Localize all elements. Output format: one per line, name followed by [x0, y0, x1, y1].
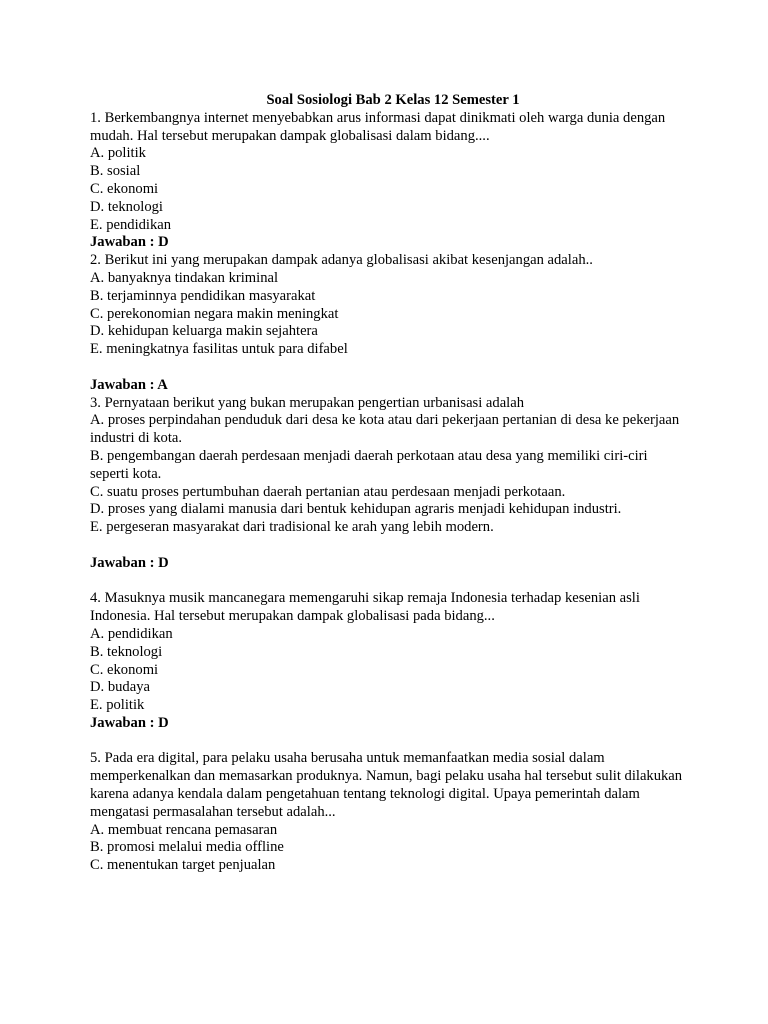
spacer	[90, 359, 690, 377]
answer-key: Jawaban : D	[90, 554, 169, 571]
question-text: 5. Pada era digital, para pelaku usaha berusaha untuk memanfaatkan media sosial dalam memperkenalkan dan memasarkan produknya. Namun, bagi pelaku usaha hal tersebut sulit dilakukan karena adanya kendala dalam pengetahuan tentang teknologi digital. Upaya pemerintah dalam mengatasi permasalahan tersebut adalah...	[90, 750, 683, 820]
option-e: E. meningkatnya fasilitas untuk para difabel	[90, 341, 348, 358]
option-a: A. politik	[90, 145, 146, 162]
option-e: E. pergeseran masyarakat dari tradisional ke arah yang lebih modern.	[90, 519, 494, 536]
spacer	[90, 733, 690, 751]
option-c: C. suatu proses pertumbuhan daerah pertanian atau perdesaan menjadi perkotaan.	[90, 483, 566, 500]
option-a: A. proses perpindahan penduduk dari desa ke kota atau dari pekerjaan pertanian di desa ke pekerjaan industri di kota.	[90, 412, 680, 447]
option-a: A. pendidikan	[90, 625, 173, 642]
option-d: D. budaya	[90, 679, 150, 696]
option-c: C. ekonomi	[90, 180, 159, 197]
answer-key: Jawaban : D	[90, 234, 169, 251]
option-e: E. pendidikan	[90, 216, 172, 233]
option-a: A. membuat rencana pemasaran	[90, 821, 278, 838]
question-text: 1. Berkembangnya internet menyebabkan arus informasi dapat dinikmati oleh warga dunia dengan mudah. Hal tersebut merupakan dampak globalisasi dalam bidang....	[90, 109, 666, 144]
answer-key: Jawaban : D	[90, 714, 169, 731]
question-block-3	[90, 395, 690, 591]
question-block-4	[90, 590, 690, 750]
question-block-1	[90, 110, 690, 252]
option-d: D. teknologi	[90, 198, 163, 215]
option-b: B. sosial	[90, 163, 141, 180]
option-e: E. politik	[90, 697, 145, 714]
spacer	[90, 573, 690, 591]
option-b: B. promosi melalui media offline	[90, 839, 284, 856]
document-title: Soal Sosiologi Bab 2 Kelas 12 Semester 1	[266, 92, 520, 108]
spacer	[90, 537, 690, 555]
question-block-5	[90, 750, 690, 875]
question-text: 3. Pernyataan berikut yang bukan merupakan pengertian urbanisasi adalah	[90, 394, 525, 411]
answer-key: Jawaban : A	[90, 376, 168, 393]
question-block-2	[90, 252, 690, 394]
option-c: C. menentukan target penjualan	[90, 857, 276, 874]
option-c: C. perekonomian negara makin meningkat	[90, 305, 339, 322]
option-b: B. terjaminnya pendidikan masyarakat	[90, 287, 316, 304]
option-b: B. pengembangan daerah perdesaan menjadi daerah perkotaan atau desa yang memiliki ciri-ciri seperti kota.	[90, 447, 648, 482]
document-page	[90, 92, 690, 875]
option-c: C. ekonomi	[90, 661, 159, 678]
option-d: D. proses yang dialami manusia dari bentuk kehidupan agraris menjadi kehidupan industri.	[90, 501, 622, 518]
option-d: D. kehidupan keluarga makin sejahtera	[90, 323, 318, 340]
question-text: 4. Masuknya musik mancanegara memengaruhi sikap remaja Indonesia terhadap kesenian asli Indonesia. Hal tersebut merupakan dampak globalisasi pada bidang...	[90, 590, 640, 625]
question-text: 2. Berikut ini yang merupakan dampak adanya globalisasi akibat kesenjangan adalah..	[90, 252, 593, 269]
option-a: A. banyaknya tindakan kriminal	[90, 269, 279, 286]
option-b: B. teknologi	[90, 643, 163, 660]
